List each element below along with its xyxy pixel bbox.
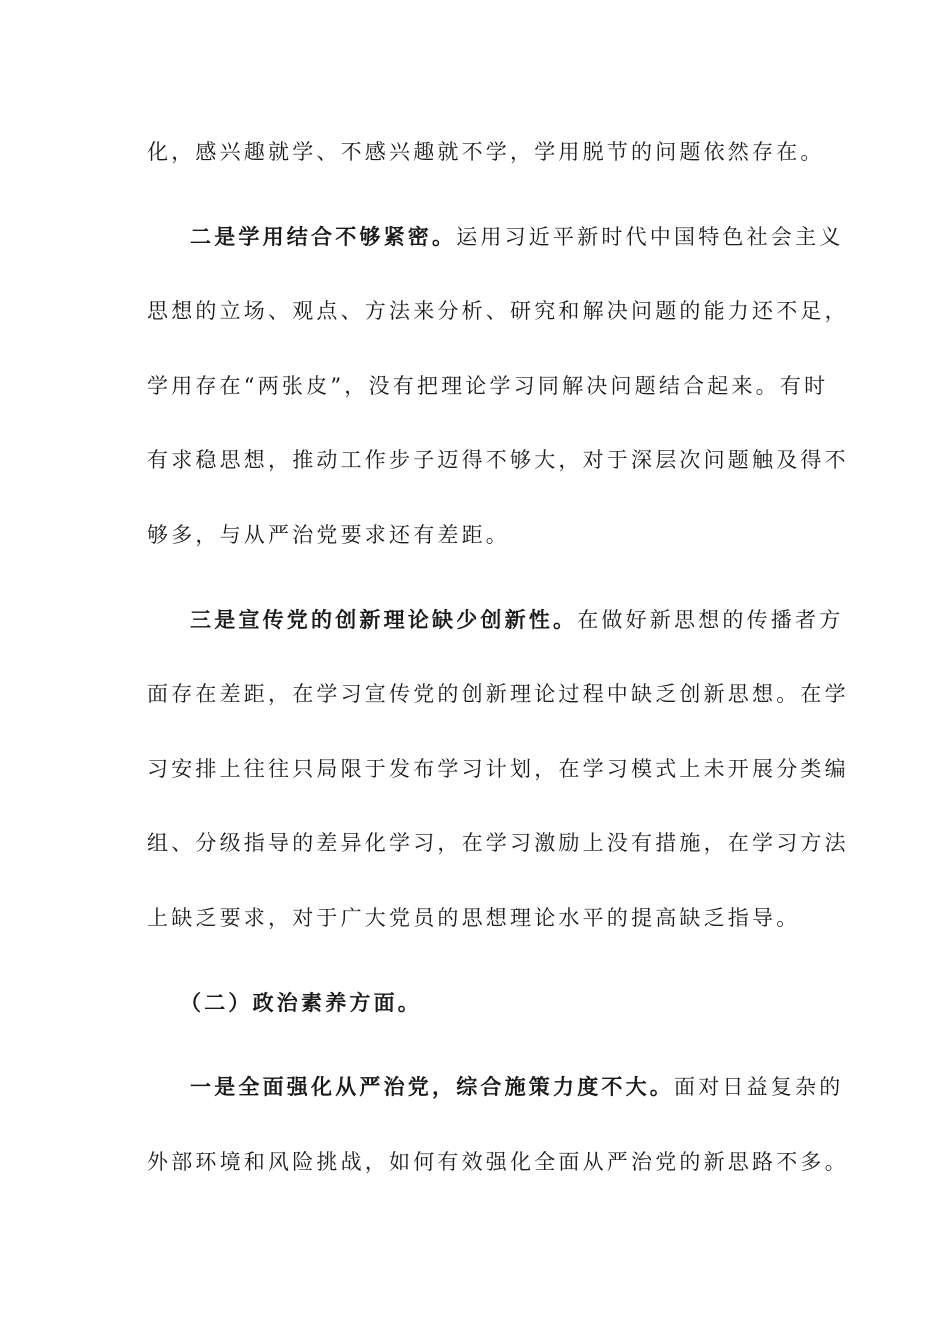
paragraph-2-line-3-text: 学用存在“两张皮”，没有把理论学习同解决问题结合起来。有时 <box>147 374 829 398</box>
paragraph-3-line-2-text: 面存在差距，在学习宣传党的创新理论过程中缺乏创新思想。在学 <box>147 682 849 706</box>
paragraph-3-line-1-text: 在做好新思想的传播者方 <box>577 608 844 632</box>
paragraph-3-line-5 <box>147 903 801 933</box>
paragraph-3-line-4 <box>147 828 849 858</box>
section-heading <box>180 988 830 1018</box>
paragraph-2-line-3 <box>147 371 829 401</box>
paragraph-3-line-1 <box>190 605 844 635</box>
paragraph-2-line-4 <box>147 445 849 475</box>
paragraph-3-line-2 <box>147 679 849 709</box>
paragraph-2-line-2 <box>147 296 849 326</box>
paragraph-2-line-1 <box>190 222 844 252</box>
paragraph-4-heading: 一是全面强化从严治党，综合施策力度不大。 <box>190 1074 674 1099</box>
paragraph-4-line-2-text: 外部环境和风险挑战，如何有效强化全面从严治党的新思路不多。 <box>147 1150 849 1174</box>
paragraph-3-line-3 <box>147 754 849 784</box>
paragraph-1-line-1-text: 化，感兴趣就学、不感兴趣就不学，学用脱节的问题依然存在。 <box>147 140 825 164</box>
paragraph-2-heading: 二是学用结合不够紧密。 <box>190 224 457 249</box>
paragraph-2-line-5-text: 够多，与从严治党要求还有差距。 <box>147 523 510 547</box>
paragraph-4-line-1 <box>190 1072 844 1102</box>
paragraph-3-heading: 三是宣传党的创新理论缺少创新性。 <box>190 607 578 632</box>
paragraph-2-line-2-text: 思想的立场、观点、方法来分析、研究和解决问题的能力还不足， <box>147 299 849 323</box>
paragraph-2-line-1-text: 运用习近平新时代中国特色社会主义 <box>456 225 844 249</box>
paragraph-3-line-3-text: 习安排上往往只局限于发布学习计划，在学习模式上未开展分类编 <box>147 757 849 781</box>
paragraph-2-line-5 <box>147 520 797 550</box>
paragraph-1-line-1 <box>147 137 825 167</box>
paragraph-4-line-1-text: 面对日益复杂的 <box>674 1075 844 1099</box>
paragraph-4-line-2 <box>147 1147 849 1177</box>
section-heading-text: （二）政治素养方面。 <box>180 990 422 1015</box>
paragraph-3-line-5-text: 上缺乏要求，对于广大党员的思想理论水平的提高缺乏指导。 <box>147 906 801 930</box>
paragraph-3-line-4-text: 组、分级指导的差异化学习，在学习激励上没有措施，在学习方法 <box>147 831 849 855</box>
paragraph-2-line-4-text: 有求稳思想，推动工作步子迈得不够大，对于深层次问题触及得不 <box>147 448 849 472</box>
